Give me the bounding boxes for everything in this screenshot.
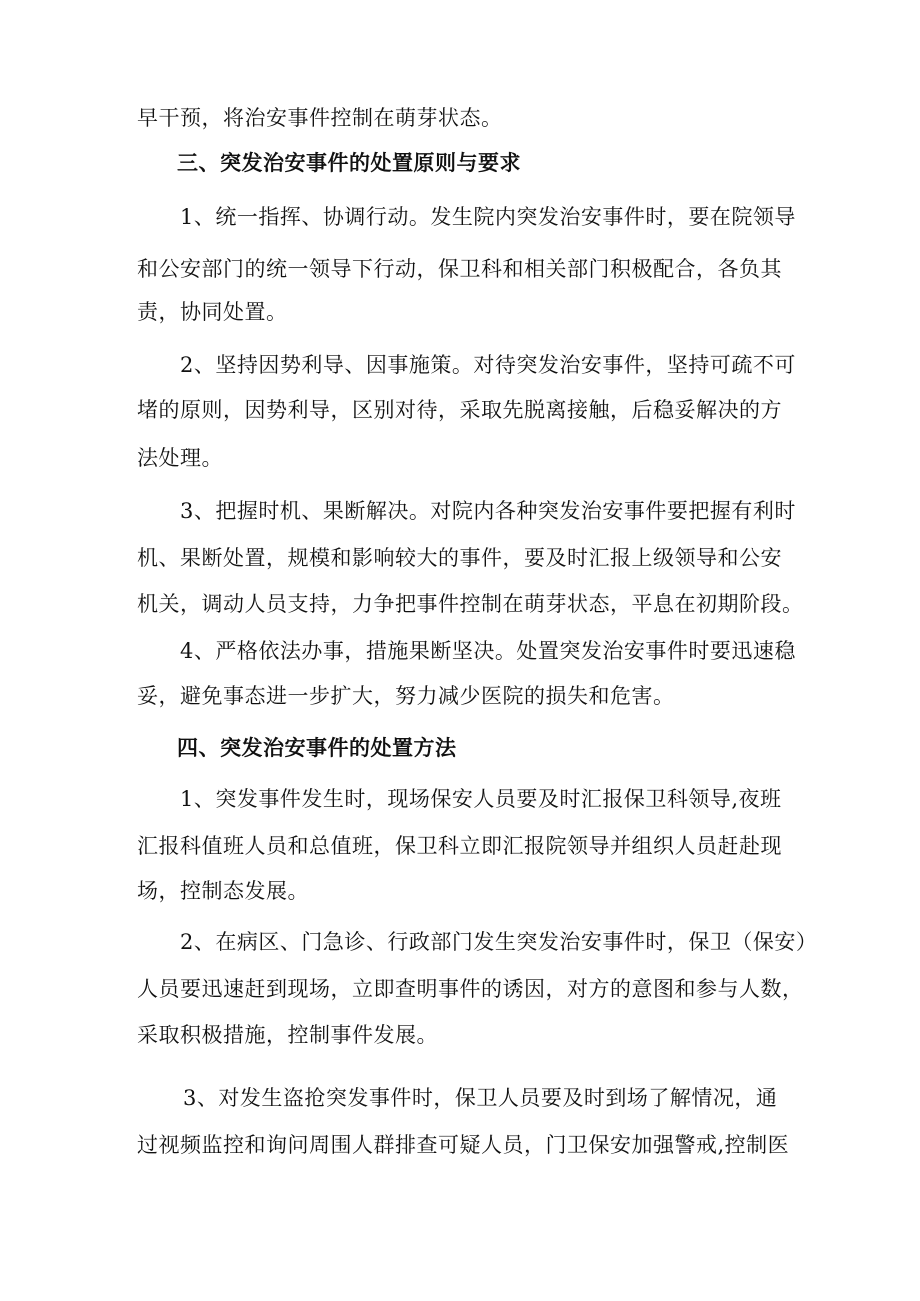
section-heading: 四、突发治安事件的处置方法 (177, 735, 457, 760)
text-line: 场，控制态发展。 (137, 879, 309, 903)
section-heading: 三、突发治安事件的处置原则与要求 (177, 150, 521, 175)
text-line: 1、统一指挥、协调行动。发生院内突发治安事件时，要在院领导 (180, 205, 796, 229)
text-line: 3、对发生盗抢突发事件时，保卫人员要及时到场了解情况，通 (183, 1086, 778, 1110)
text-line: 2、坚持因势利导、因事施策。对待突发治安事件，坚持可疏不可 (180, 353, 796, 377)
text-line: 4、严格依法办事，措施果断坚决。处置突发治安事件时要迅速稳 (180, 639, 796, 663)
text-line: 2、在病区、门急诊、行政部门发生突发治安事件时，保卫（保安） (180, 930, 818, 954)
text-line: 和公安部门的统一领导下行动，保卫科和相关部门积极配合，各负其 (137, 257, 782, 281)
text-line: 早干预，将治安事件控制在萌芽状态。 (137, 106, 503, 130)
text-line: 采取积极措施，控制事件发展。 (137, 1023, 438, 1047)
text-line: 妥，避免事态进一步扩大，努力减少医院的损失和危害。 (137, 684, 675, 708)
text-line: 1、突发事件发生时，现场保安人员要及时汇报保卫科领导,夜班 (180, 787, 782, 811)
text-line: 机、果断处置，规模和影响较大的事件，要及时汇报上级领导和公安 (137, 546, 782, 570)
text-line: 汇报科值班人员和总值班，保卫科立即汇报院领导并组织人员赶赴现 (137, 834, 782, 858)
text-line: 机关，调动人员支持，力争把事件控制在萌芽状态，平息在初期阶段。 (137, 592, 804, 616)
text-line: 过视频监控和询问周围人群排查可疑人员，门卫保安加强警戒,控制医 (137, 1133, 790, 1157)
text-line: 3、把握时机、果断解决。对院内各种突发治安事件要把握有利时 (180, 499, 796, 523)
text-line: 堵的原则，因势利导，区别对待，采取先脱离接触，后稳妥解决的方 (137, 398, 782, 422)
text-line: 责，协同处置。 (137, 300, 288, 324)
text-line: 人员要迅速赶到现场，立即查明事件的诱因，对方的意图和参与人数， (137, 977, 804, 1001)
text-line: 法处理。 (137, 446, 223, 470)
